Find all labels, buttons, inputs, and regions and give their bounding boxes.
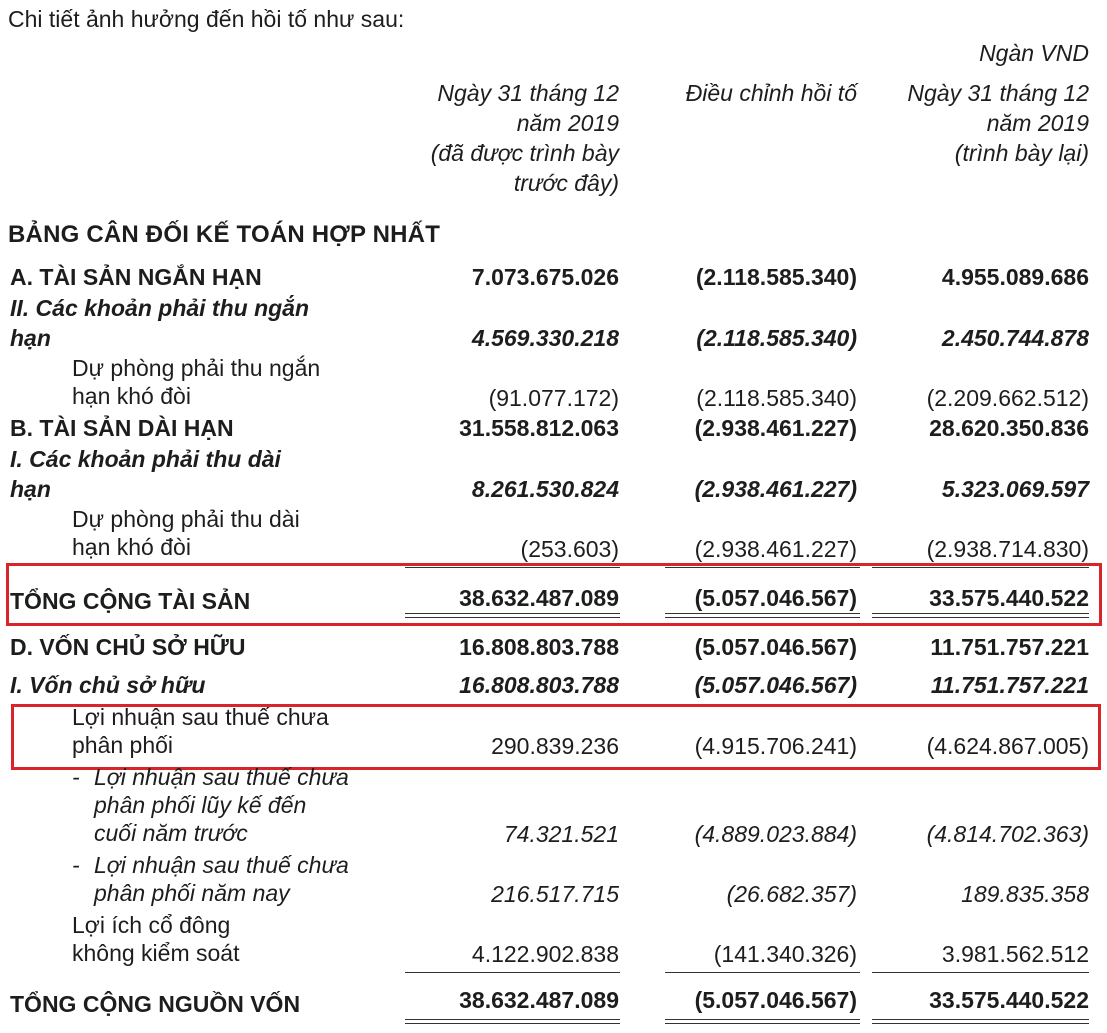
value-restated: 189.835.358 bbox=[961, 881, 1089, 907]
value-adjustment: (26.682.357) bbox=[726, 881, 857, 907]
value-restated: 3.981.562.512 bbox=[941, 941, 1089, 967]
value-adjustment: (2.938.461.227) bbox=[694, 476, 857, 502]
value-adjustment: (4.889.023.884) bbox=[694, 821, 857, 847]
value-previous: 38.632.487.089 bbox=[459, 987, 619, 1013]
column-header-line: Điều chỉnh hồi tố bbox=[685, 80, 857, 106]
row-label: Lợi nhuận sau thuế chưa phân phối bbox=[72, 704, 329, 758]
column-header-line: trước đây) bbox=[513, 170, 619, 196]
subtotal-rule bbox=[405, 972, 620, 973]
currency-unit: Ngàn VND bbox=[979, 40, 1089, 66]
row-label: - Lợi nhuận sau thuế chưa phân phối năm nay bbox=[72, 852, 349, 906]
value-adjustment: (4.915.706.241) bbox=[694, 733, 857, 759]
value-restated: (2.209.662.512) bbox=[926, 385, 1089, 411]
value-adjustment: (2.118.585.340) bbox=[695, 264, 857, 290]
highlight-box-total-assets bbox=[6, 563, 1102, 626]
row-label: Dự phòng phải thu dài hạn khó đòi bbox=[72, 506, 300, 560]
value-previous: 31.558.812.063 bbox=[459, 415, 619, 441]
value-previous: 74.321.521 bbox=[503, 821, 619, 847]
row-label: B. TÀI SẢN DÀI HẠN bbox=[10, 415, 234, 441]
value-restated: (2.938.714.830) bbox=[926, 536, 1089, 562]
row-label: Dự phòng phải thu ngắn hạn khó đòi bbox=[72, 355, 321, 409]
value-previous: 216.517.715 bbox=[491, 881, 619, 907]
intro-text: Chi tiết ảnh hưởng đến hồi tố như sau: bbox=[8, 6, 405, 32]
row-label: Lợi ích cổ đông không kiểm soát bbox=[72, 912, 240, 966]
value-adjustment: (5.057.046.567) bbox=[694, 585, 857, 611]
row-label: II. Các khoản phải thu ngắn hạn bbox=[10, 295, 310, 351]
column-header-previous bbox=[431, 78, 619, 198]
column-header-adjustment bbox=[686, 78, 857, 108]
total-double-rule bbox=[665, 1019, 860, 1024]
column-header-line: năm 2019 bbox=[986, 110, 1089, 136]
value-restated: 33.575.440.522 bbox=[929, 585, 1089, 611]
column-header-line: Ngày 31 tháng 12 bbox=[437, 80, 619, 106]
column-header-line: (trình bày lại) bbox=[954, 140, 1089, 166]
row-label: I. Các khoản phải thu dài hạn bbox=[10, 446, 281, 502]
row-label: A. TÀI SẢN NGẮN HẠN bbox=[10, 264, 262, 290]
column-header-restated bbox=[907, 78, 1089, 168]
column-header-line: Ngày 31 tháng 12 bbox=[907, 80, 1089, 106]
value-adjustment: (5.057.046.567) bbox=[694, 634, 857, 660]
row-label: TỔNG CỘNG TÀI SẢN bbox=[10, 588, 251, 614]
total-double-rule bbox=[872, 1019, 1089, 1024]
value-previous: 16.808.803.788 bbox=[459, 672, 619, 698]
value-previous: 7.073.675.026 bbox=[471, 264, 619, 290]
subtotal-rule bbox=[872, 972, 1089, 973]
row-label: D. VỐN CHỦ SỞ HỮU bbox=[10, 634, 246, 660]
value-previous: 4.122.902.838 bbox=[471, 941, 619, 967]
column-header-line: năm 2019 bbox=[516, 110, 619, 136]
value-previous: (253.603) bbox=[520, 536, 619, 562]
value-restated: 33.575.440.522 bbox=[929, 987, 1089, 1013]
value-restated: (4.624.867.005) bbox=[926, 733, 1089, 759]
total-double-rule bbox=[405, 1019, 620, 1024]
value-previous: 290.839.236 bbox=[491, 733, 619, 759]
value-restated: 4.955.089.686 bbox=[941, 264, 1089, 290]
value-adjustment: (2.118.585.340) bbox=[696, 325, 857, 351]
value-adjustment: (2.118.585.340) bbox=[696, 385, 857, 411]
row-label: TỔNG CỘNG NGUỒN VỐN bbox=[10, 991, 301, 1017]
value-previous: (91.077.172) bbox=[488, 385, 619, 411]
value-previous: 8.261.530.824 bbox=[471, 476, 619, 502]
row-label: I. Vốn chủ sở hữu bbox=[10, 672, 206, 698]
row-label: - Lợi nhuận sau thuế chưa phân phối lũy kế đến cuối năm trước bbox=[72, 764, 349, 846]
value-restated: 11.751.757.221 bbox=[930, 634, 1089, 660]
highlight-box-retained-earnings bbox=[11, 704, 1101, 770]
value-previous: 38.632.487.089 bbox=[459, 585, 619, 611]
value-adjustment: (5.057.046.567) bbox=[694, 672, 857, 698]
subtotal-rule bbox=[665, 972, 860, 973]
value-adjustment: (5.057.046.567) bbox=[694, 987, 857, 1013]
value-adjustment: (2.938.461.227) bbox=[694, 415, 857, 441]
value-previous: 16.808.803.788 bbox=[459, 634, 619, 660]
column-header-line: (đã được trình bày bbox=[430, 140, 619, 166]
value-adjustment: (2.938.461.227) bbox=[694, 536, 857, 562]
section-title: BẢNG CÂN ĐỐI KẾ TOÁN HỢP NHẤT bbox=[8, 221, 441, 248]
value-restated: (4.814.702.363) bbox=[926, 821, 1089, 847]
value-restated: 11.751.757.221 bbox=[930, 672, 1089, 698]
value-restated: 5.323.069.597 bbox=[941, 476, 1089, 502]
value-previous: 4.569.330.218 bbox=[471, 325, 619, 351]
value-adjustment: (141.340.326) bbox=[713, 941, 857, 967]
value-restated: 2.450.744.878 bbox=[941, 325, 1089, 351]
value-restated: 28.620.350.836 bbox=[929, 415, 1089, 441]
